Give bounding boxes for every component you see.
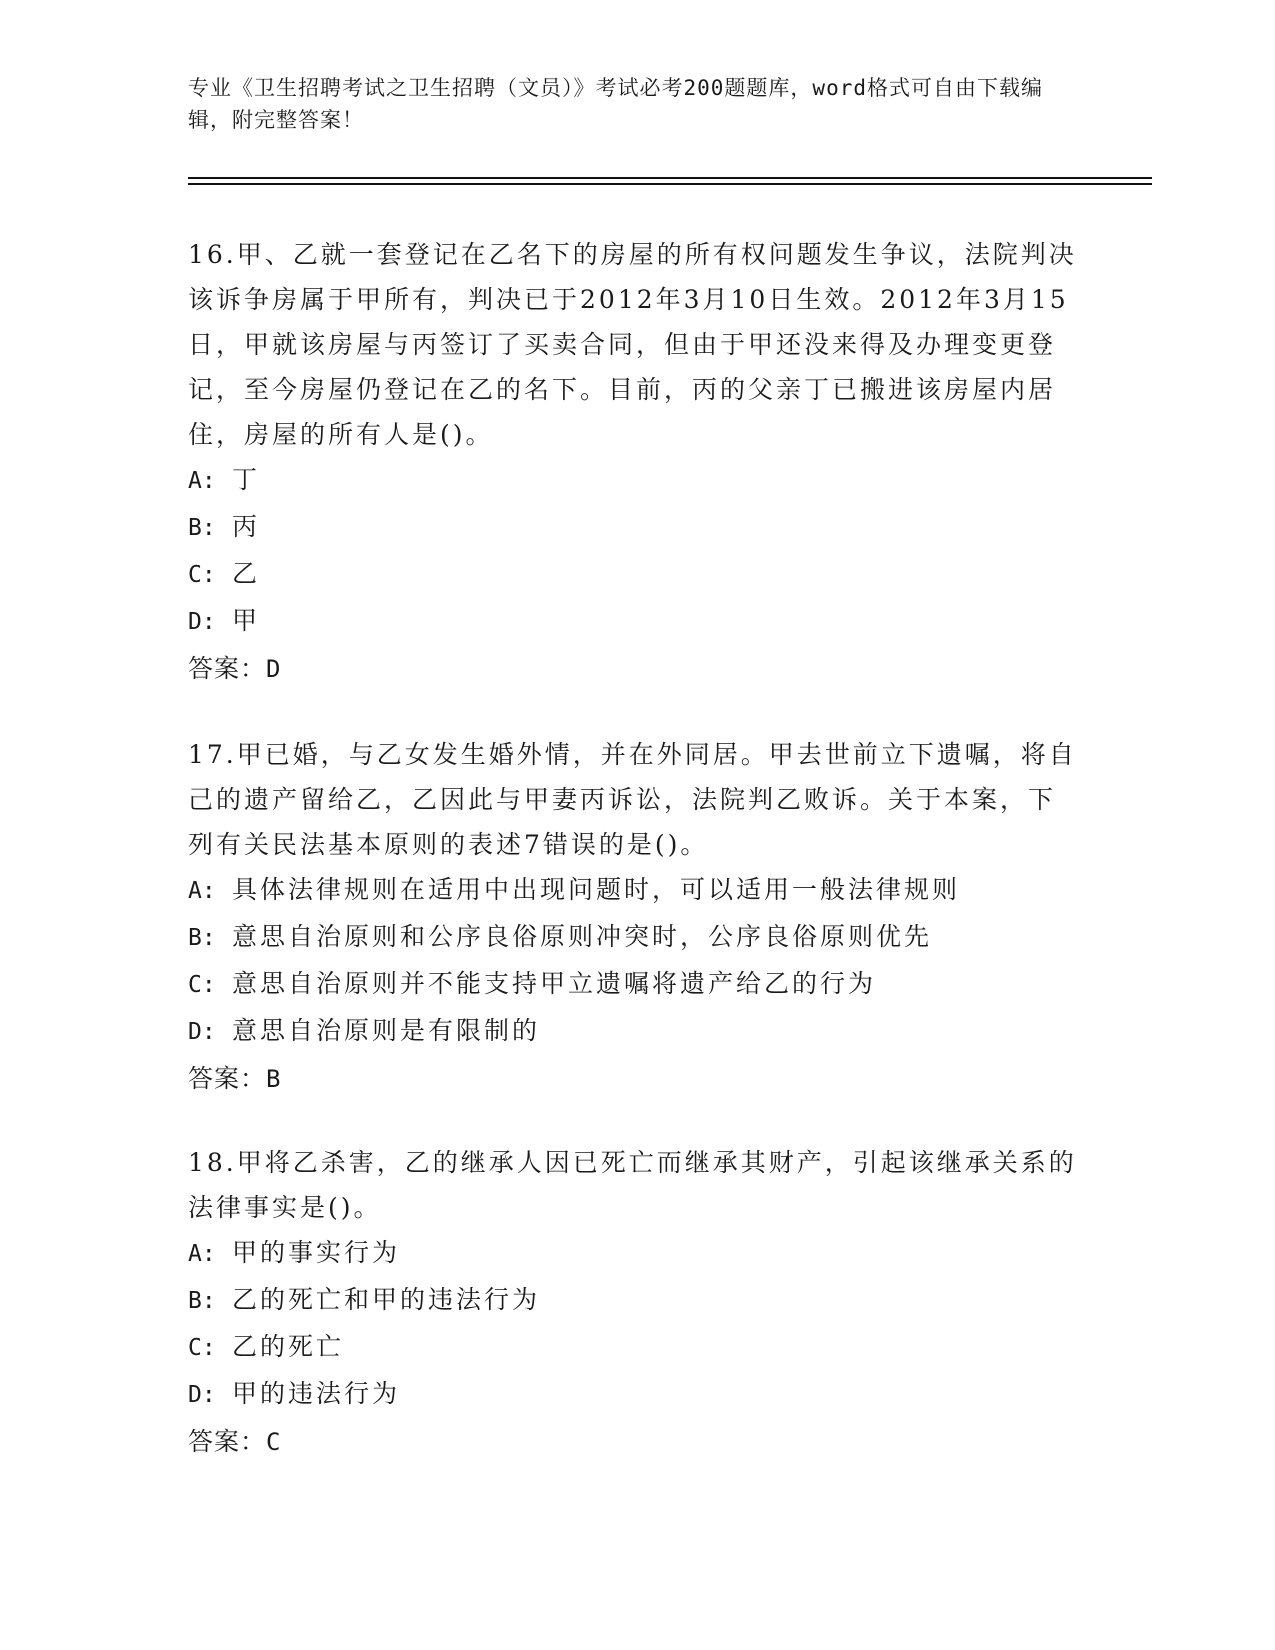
option-b <box>188 914 1078 961</box>
option-text: 具体法律规则在适用中出现问题时，可以适用一般法律规则 <box>232 875 961 904</box>
option-text: 甲 <box>232 606 261 635</box>
option-key: A: <box>188 878 216 904</box>
option-d <box>188 1371 1078 1418</box>
answer-line <box>188 1418 1078 1466</box>
answer-label: 答案： <box>188 1427 267 1456</box>
option-key: A: <box>188 468 216 494</box>
option-a <box>188 1230 1078 1277</box>
answer-line <box>188 1055 1078 1103</box>
option-key: D: <box>188 1382 216 1408</box>
option-d <box>188 598 1078 645</box>
option-text: 意思自治原则并不能支持甲立遗嘱将遗产给乙的行为 <box>232 969 877 998</box>
option-key: D: <box>188 1019 216 1045</box>
question-stem: 16.甲、乙就一套登记在乙名下的房屋的所有权问题发生争议，法院判决该诉争房属于甲所有，判决已于2012年3月10日生效。2012年3月15日，甲就该房屋与丙签订了买卖合同，但由于甲还没来得及办理变更登记，至今房屋仍登记在乙的名下。目前，丙的父亲丁已搬进该房屋内居住，房屋的所有人是()。 <box>188 240 1077 449</box>
question-18 <box>188 1140 1078 1466</box>
option-c <box>188 961 1078 1008</box>
option-text: 乙 <box>232 559 261 588</box>
option-key: A: <box>188 1241 216 1267</box>
option-key: B: <box>188 515 216 541</box>
answer-label: 答案： <box>188 654 267 683</box>
option-a <box>188 867 1078 914</box>
question-stem: 17.甲已婚，与乙女发生婚外情，并在外同居。甲去世前立下遗嘱，将自己的遗产留给乙，乙因此与甲妻丙诉讼，法院判乙败诉。关于本案，下列有关民法基本原则的表述7错误的是()。 <box>188 740 1077 859</box>
option-key: C: <box>188 562 216 588</box>
answer-value: D <box>266 655 282 683</box>
question-16 <box>188 232 1078 693</box>
option-text: 乙的死亡和甲的违法行为 <box>232 1285 541 1314</box>
option-text: 意思自治原则是有限制的 <box>232 1016 541 1045</box>
option-d <box>188 1008 1078 1055</box>
option-key: B: <box>188 925 216 951</box>
answer-label: 答案： <box>188 1064 267 1093</box>
option-a <box>188 457 1078 504</box>
document-header: 专业《卫生招聘考试之卫生招聘（文员）》考试必考200题题库，word格式可自由下载编辑，附完整答案！ <box>188 76 1043 132</box>
option-key: C: <box>188 1335 216 1361</box>
option-text: 丙 <box>232 512 261 541</box>
option-b <box>188 1277 1078 1324</box>
question-17 <box>188 732 1078 1103</box>
answer-value: B <box>266 1065 282 1093</box>
question-stem: 18.甲将乙杀害，乙的继承人因已死亡而继承其财产，引起该继承关系的法律事实是()。 <box>188 1148 1077 1222</box>
header-divider-bottom <box>188 183 1152 185</box>
option-b <box>188 504 1078 551</box>
option-text: 意思自治原则和公序良俗原则冲突时，公序良俗原则优先 <box>232 922 933 951</box>
header-divider-top <box>188 177 1152 179</box>
option-text: 甲的事实行为 <box>232 1238 401 1267</box>
option-text: 丁 <box>232 465 261 494</box>
option-key: C: <box>188 972 216 998</box>
answer-value: C <box>266 1428 282 1456</box>
option-key: B: <box>188 1288 216 1314</box>
answer-line <box>188 645 1078 693</box>
option-c <box>188 1324 1078 1371</box>
option-c <box>188 551 1078 598</box>
option-text: 乙的死亡 <box>232 1332 345 1361</box>
option-text: 甲的违法行为 <box>232 1379 401 1408</box>
option-key: D: <box>188 609 216 635</box>
